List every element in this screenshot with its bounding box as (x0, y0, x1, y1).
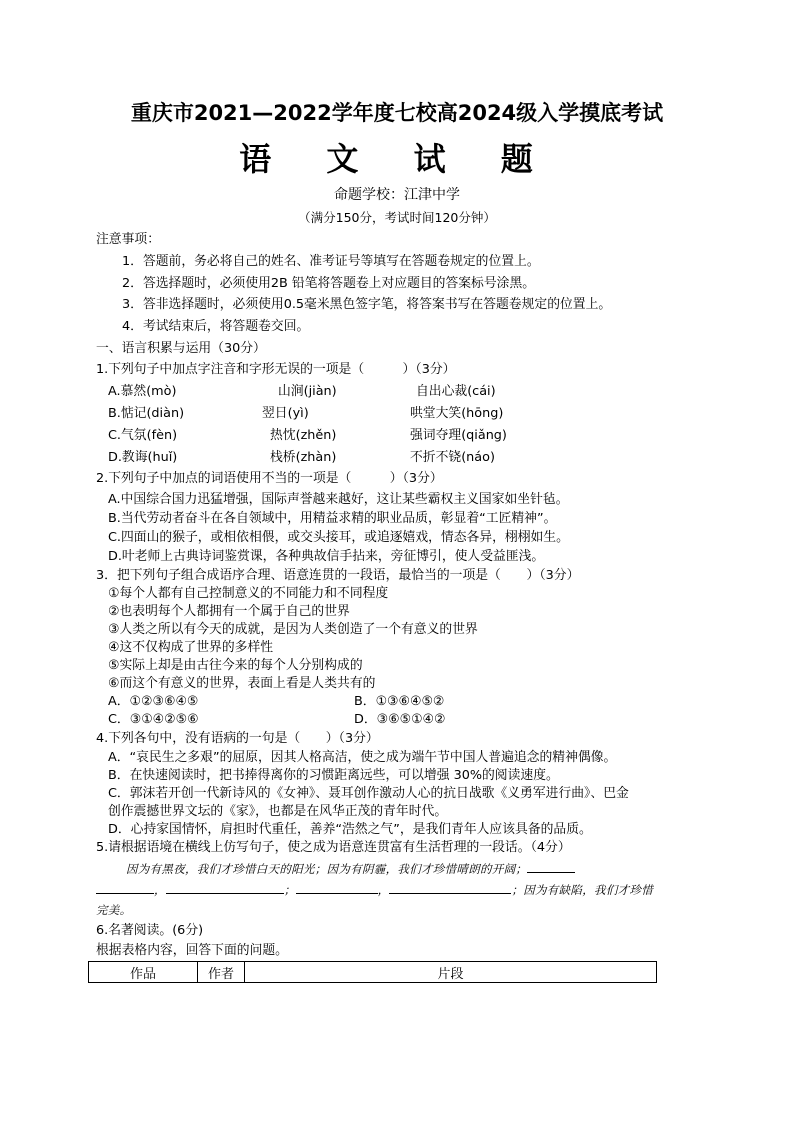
q1-option: B.惦记(diàn) (108, 406, 185, 421)
notice-heading: 注意事项： (96, 232, 160, 247)
q3-option: B．①③⑥④⑤② (354, 694, 445, 709)
notice-item: 2．答选择题时，必须使用2B 铅笔将答题卷上对应题目的答案标号涂黑。 (122, 276, 536, 291)
q1-option: A.慕然(mò) (108, 384, 177, 399)
q3-sentence: ⑤实际上却是由古往今来的每个人分别构成的 (108, 658, 363, 673)
notice-item: 3．答非选择题时，必须使用0.5毫米黑色签字笔，将答案书写在答题卷规定的位置上。 (122, 297, 612, 312)
q4-option: A．“哀民生之多艰”的屈原，因其人格高洁，使之成为端午节中国人普遍追念的精神偶像。 (108, 750, 617, 765)
q5-example-text: 因为有黑夜，我们才珍惜白天的阳光；因为有阴霾，我们才珍惜晴朗的开阔； (126, 862, 528, 876)
notice-item: 1．答题前，务必将自己的姓名、准考证号等填写在答题卷规定的位置上。 (122, 254, 540, 269)
section-heading: 一、语言积累与运用（30分） (96, 341, 266, 356)
q2-option: C.四面山的猴子，或相依相偎，或交头接耳，或追逐嬉戏，情态各异，栩栩如生。 (108, 530, 569, 545)
q3-option: C．③①④②⑤⑥ (108, 712, 199, 727)
q5-tail: ；因为有缺陷，我们才珍惜 (511, 883, 654, 897)
q2-option: D.叶老师上古典诗词鉴赏课，各种典故信手拈来，旁征博引，使人受益匪浅。 (108, 549, 545, 564)
q1-option: 不折不铙(náo) (410, 450, 495, 465)
q1-option: 栈桥(zhàn) (270, 450, 337, 465)
q1-option: 哄堂大笑(hōng) (410, 406, 504, 421)
answer-blank[interactable] (527, 859, 575, 873)
q5-end: 完美。 (96, 903, 132, 917)
q3-sentence: ③人类之所以有今天的成就，是因为人类创造了一个有意义的世界 (108, 622, 478, 637)
q4-option-cont: 创作震撼世界文坛的《家》，也都是在风华正茂的青年时代。 (108, 804, 448, 819)
answer-blank[interactable] (296, 880, 378, 894)
q6-intro: 根据表格内容，回答下面的问题。 (96, 943, 288, 958)
q3-sentence: ②也表明每个人都拥有一个属于自己的世界 (108, 604, 350, 619)
table-header-cell: 片段 (245, 962, 657, 983)
q3-sentence: ⑥而这个有意义的世界，表面上看是人类共有的 (108, 676, 376, 691)
q3-option: D．③⑥⑤①④② (354, 712, 446, 727)
q6-stem: 6.名著阅读。(6分) (96, 923, 204, 938)
q1-option: 强词夺理(qiǎng) (410, 428, 507, 443)
q3-option: A．①②③⑥④⑤ (108, 694, 199, 709)
table-header-row (89, 962, 657, 983)
q2-option: B.当代劳动者奋斗在各自领域中，用精益求精的职业品质，彰显着“工匠精神”。 (108, 511, 557, 526)
q1-option: 翌日(yì) (262, 406, 309, 421)
table-header-cell: 作品 (89, 962, 198, 983)
q4-option: D．心持家国情怀，肩担时代重任，善养“浩然之气”，是我们青年人应该具备的品质。 (108, 822, 592, 837)
notice-item: 4．考试结束后，将答题卷交回。 (122, 319, 310, 334)
q2-option: A.中国综合国力迅猛增强，国际声誉越来越好，这让某些霸权主义国家如坐针毡。 (108, 492, 569, 507)
answer-blank[interactable] (166, 880, 284, 894)
subject-title: 语 文 试 题 (239, 140, 555, 178)
table-header-cell: 作者 (198, 962, 245, 983)
q1-option: 山涧(jiàn) (278, 384, 337, 399)
q5-example (126, 859, 575, 877)
q1-option: D.教诲(huǐ) (108, 450, 178, 465)
q1-stem: 1.下列句子中加点字注音和字形无误的一项是（ ）（3分） (96, 362, 456, 377)
q4-option: C．郭沫若开创一代新诗风的《女神》、聂耳创作激动人心的抗日战歌《义勇军进行曲》、巴金 (108, 786, 629, 801)
q4-stem: 4.下列各句中，没有语病的一句是（ ）（3分） (96, 731, 379, 746)
answer-blank[interactable] (389, 880, 511, 894)
q1-option: C.气氛(fèn) (108, 428, 178, 443)
answer-blank[interactable] (96, 880, 154, 894)
q2-stem: 2.下列句子中加点的词语使用不当的一项是（ ）（3分） (96, 471, 443, 486)
score-time: （满分150分，考试时间120分钟） (298, 210, 496, 225)
q1-option: 自出心裁(cái) (416, 384, 496, 399)
q3-stem: 3．把下列句子组合成语序合理、语意连贯的一段语，最恰当的一项是（ ）（3分） (96, 568, 580, 583)
exam-title: 重庆市2021—2022学年度七校高2024级入学摸底考试 (130, 101, 664, 125)
setter-school: 命题学校：江津中学 (334, 187, 460, 203)
q6-table (88, 961, 657, 983)
q1-option: 热忱(zhěn) (270, 428, 337, 443)
q5-stem: 5.请根据语境在横线上仿写句子，使之成为语意连贯富有生活哲理的一段话。（4分） (96, 840, 571, 855)
q5-answer-line: ， ； ， ；因为有缺陷，我们才珍惜 (96, 880, 653, 898)
q3-sentence: ④这不仅构成了世界的多样性 (108, 640, 274, 655)
q3-sentence: ①每个人都有自己控制意义的不同能力和不同程度 (108, 586, 389, 601)
q4-option: B．在快速阅读时，把书捧得离你的习惯距离远些，可以增强 30%的阅读速度。 (108, 768, 559, 783)
